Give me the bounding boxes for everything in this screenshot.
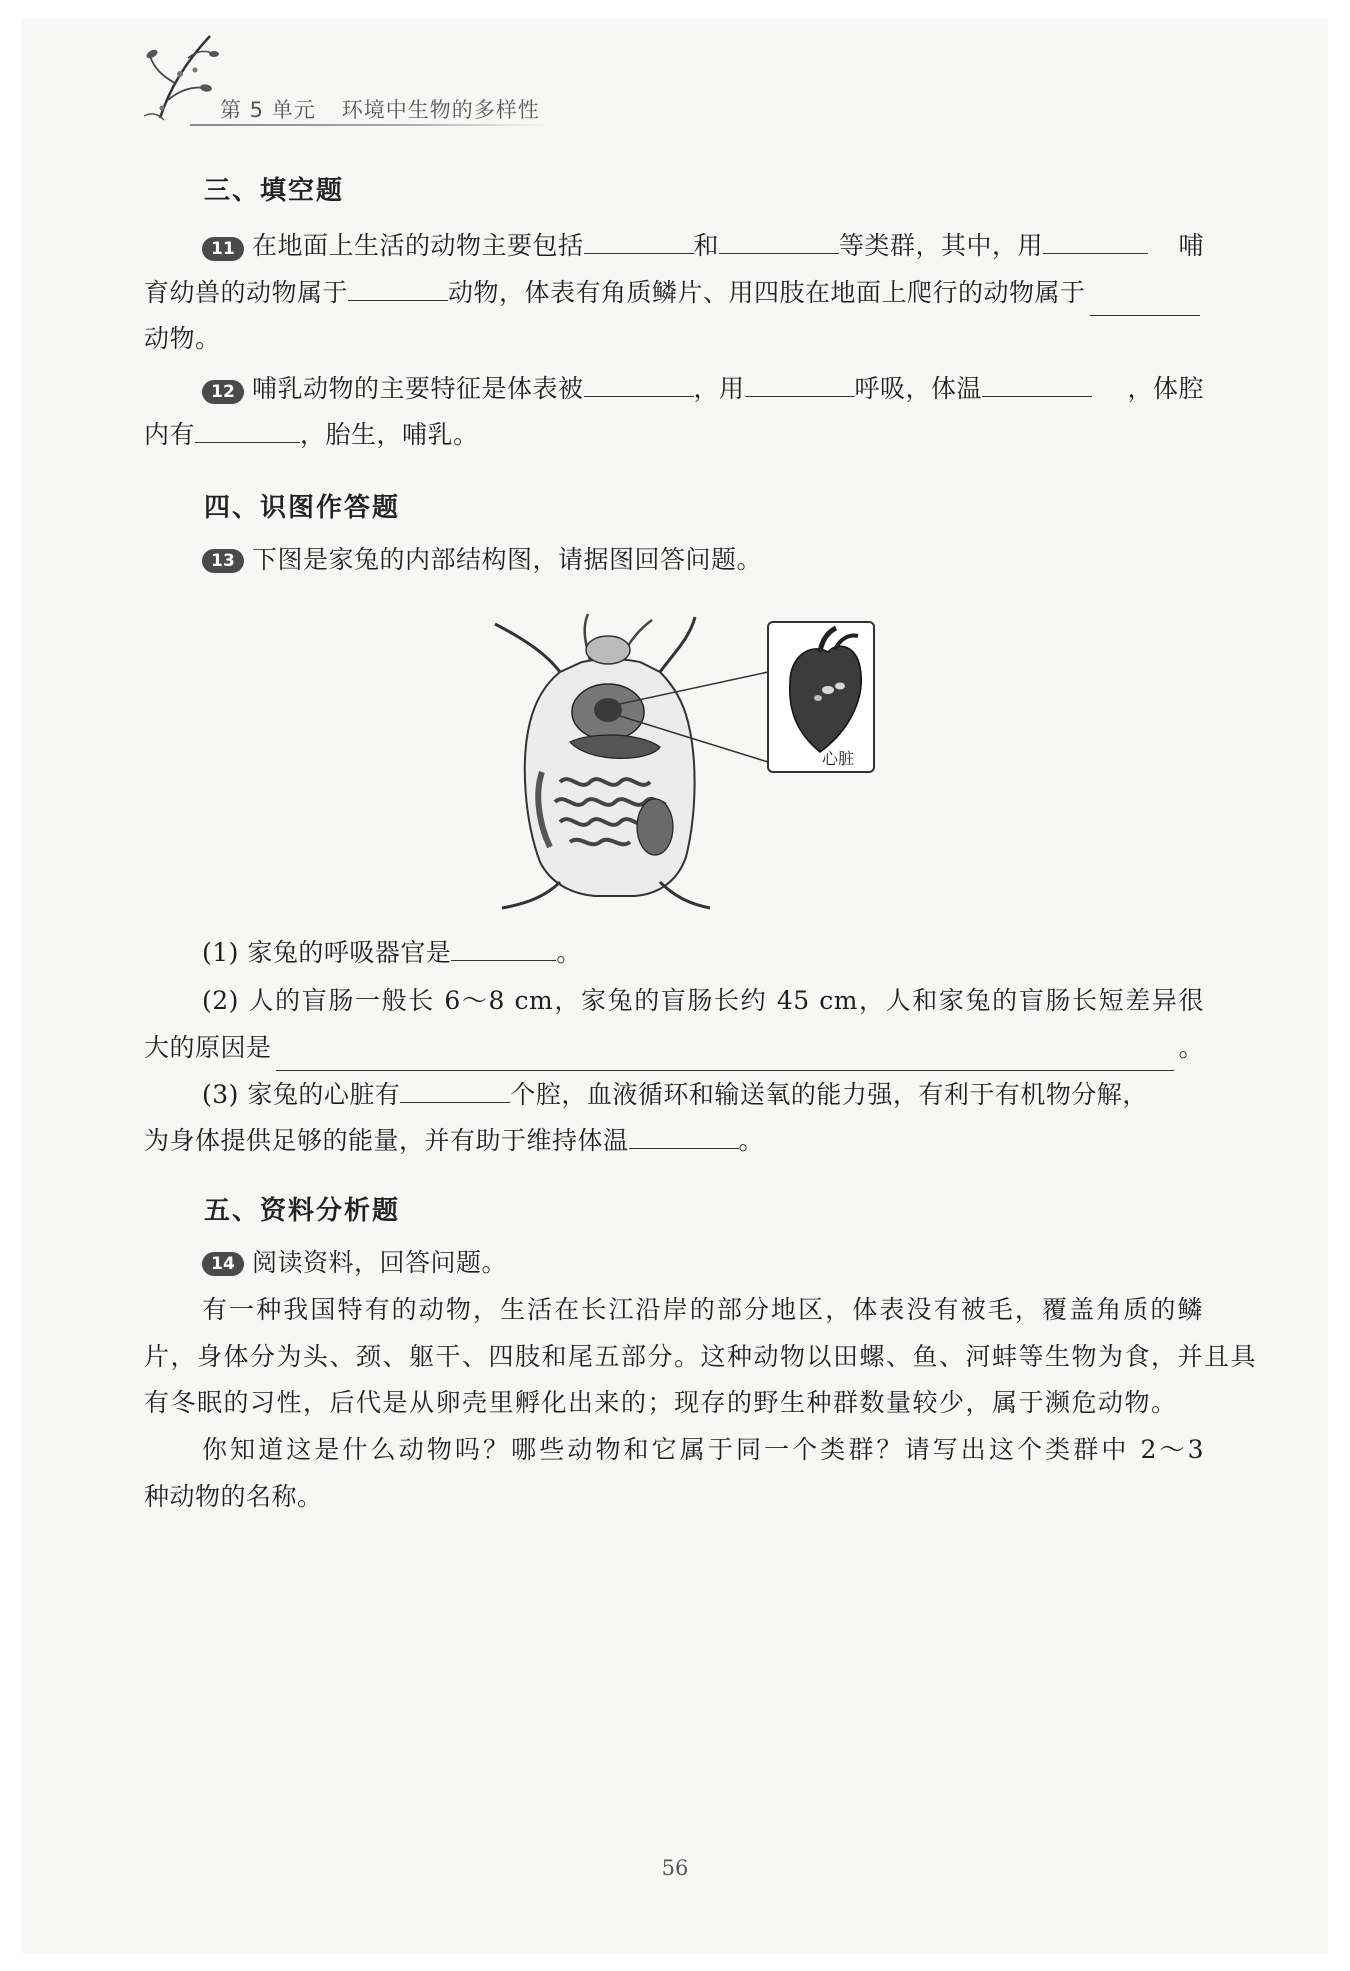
answer-blank[interactable] [584,223,694,254]
answer-blank[interactable] [982,366,1092,397]
question-number-14: 14 [202,1252,244,1276]
answer-blank[interactable] [451,930,556,961]
answer-blank[interactable] [348,270,448,301]
section-title-fill-in: 三、填空题 [204,176,345,206]
q14-material-line-1: 有一种我国特有的动物，生活在长江沿岸的部分地区，体表没有被毛，覆盖角质的鳞 [202,1295,1204,1324]
q14-material-line-3: 有冬眠的习性，后代是从卵壳里孵化出来的；现存的野生种群数量较少，属于濒危动物。 [144,1388,1178,1417]
question-number-11: 11 [202,237,244,261]
q11-line-3: 动物。 [144,324,221,353]
rabbit-internal-structure-figure [490,612,880,914]
q12-line-1: 12 哺乳动物的主要特征是体表被 ，用 呼吸，体温 ，体腔 [202,366,1204,412]
section-title-diagram-questions: 四、识图作答题 [204,493,401,523]
q13-part-3-line-2: 为身体提供足够的能量，并有助于维持体温 。 [144,1118,1204,1164]
answer-blank[interactable] [1090,285,1200,316]
answer-blank[interactable] [745,366,855,397]
q14-intro-line: 14 阅读资料，回答问题。 [202,1240,1204,1286]
heart-label: 心脏 [821,749,855,768]
answer-blank[interactable] [1043,223,1148,254]
q11-line-2: 育幼兽的动物属于 动物，体表有角质鳞片、用四肢在地面上爬行的动物属于 [144,270,1204,316]
q14-question-line-2: 种动物的名称。 [144,1482,323,1511]
unit-label: 第 5 单元 [220,98,316,122]
answer-blank[interactable] [400,1072,510,1103]
q13-intro-line: 13 下图是家兔的内部结构图，请据图回答问题。 [202,537,1204,583]
q13-part-2-line-2: 大的原因是 。 [144,1025,1204,1071]
answer-blank[interactable] [195,412,300,443]
rabbit-body-illustration [495,614,710,908]
q14-material-line-2: 片，身体分为头、颈、躯干、四肢和尾五部分。这种动物以田螺、鱼、河蚌等生物为食，并且具 [144,1342,1258,1371]
q14-question-line-1: 你知道这是什么动物吗？哪些动物和它属于同一个类群？请写出这个类群中 2～3 [202,1435,1204,1464]
answer-blank[interactable] [276,1040,1175,1071]
header-rule [190,124,550,126]
section-title-material-analysis: 五、资料分析题 [204,1196,401,1226]
q13-part-1: (1) 家兔的呼吸器官是 。 [202,930,1204,976]
question-number-13: 13 [202,549,244,573]
q13-part-2-line-1: (2) 人的盲肠一般长 6～8 cm，家兔的盲肠长约 45 cm，人和家兔的盲肠长短差异很 [202,986,1204,1015]
q11-line-1: 11 在地面上生活的动物主要包括 和 等类群，其中，用 哺 [202,223,1204,269]
q12-line-2: 内有 ，胎生，哺乳。 [144,412,1204,458]
page-number: 56 [661,1856,689,1880]
unit-title: 环境中生物的多样性 [341,98,540,122]
answer-blank[interactable] [719,223,839,254]
orchid-decoration-icon [140,28,230,128]
page-header [140,28,560,128]
q13-part-3-line-1: (3) 家兔的心脏有 个腔，血液循环和输送氧的能力强，有利于有机物分解， [202,1072,1204,1118]
answer-blank[interactable] [629,1118,739,1149]
question-number-12: 12 [202,380,244,404]
answer-blank[interactable] [584,366,694,397]
